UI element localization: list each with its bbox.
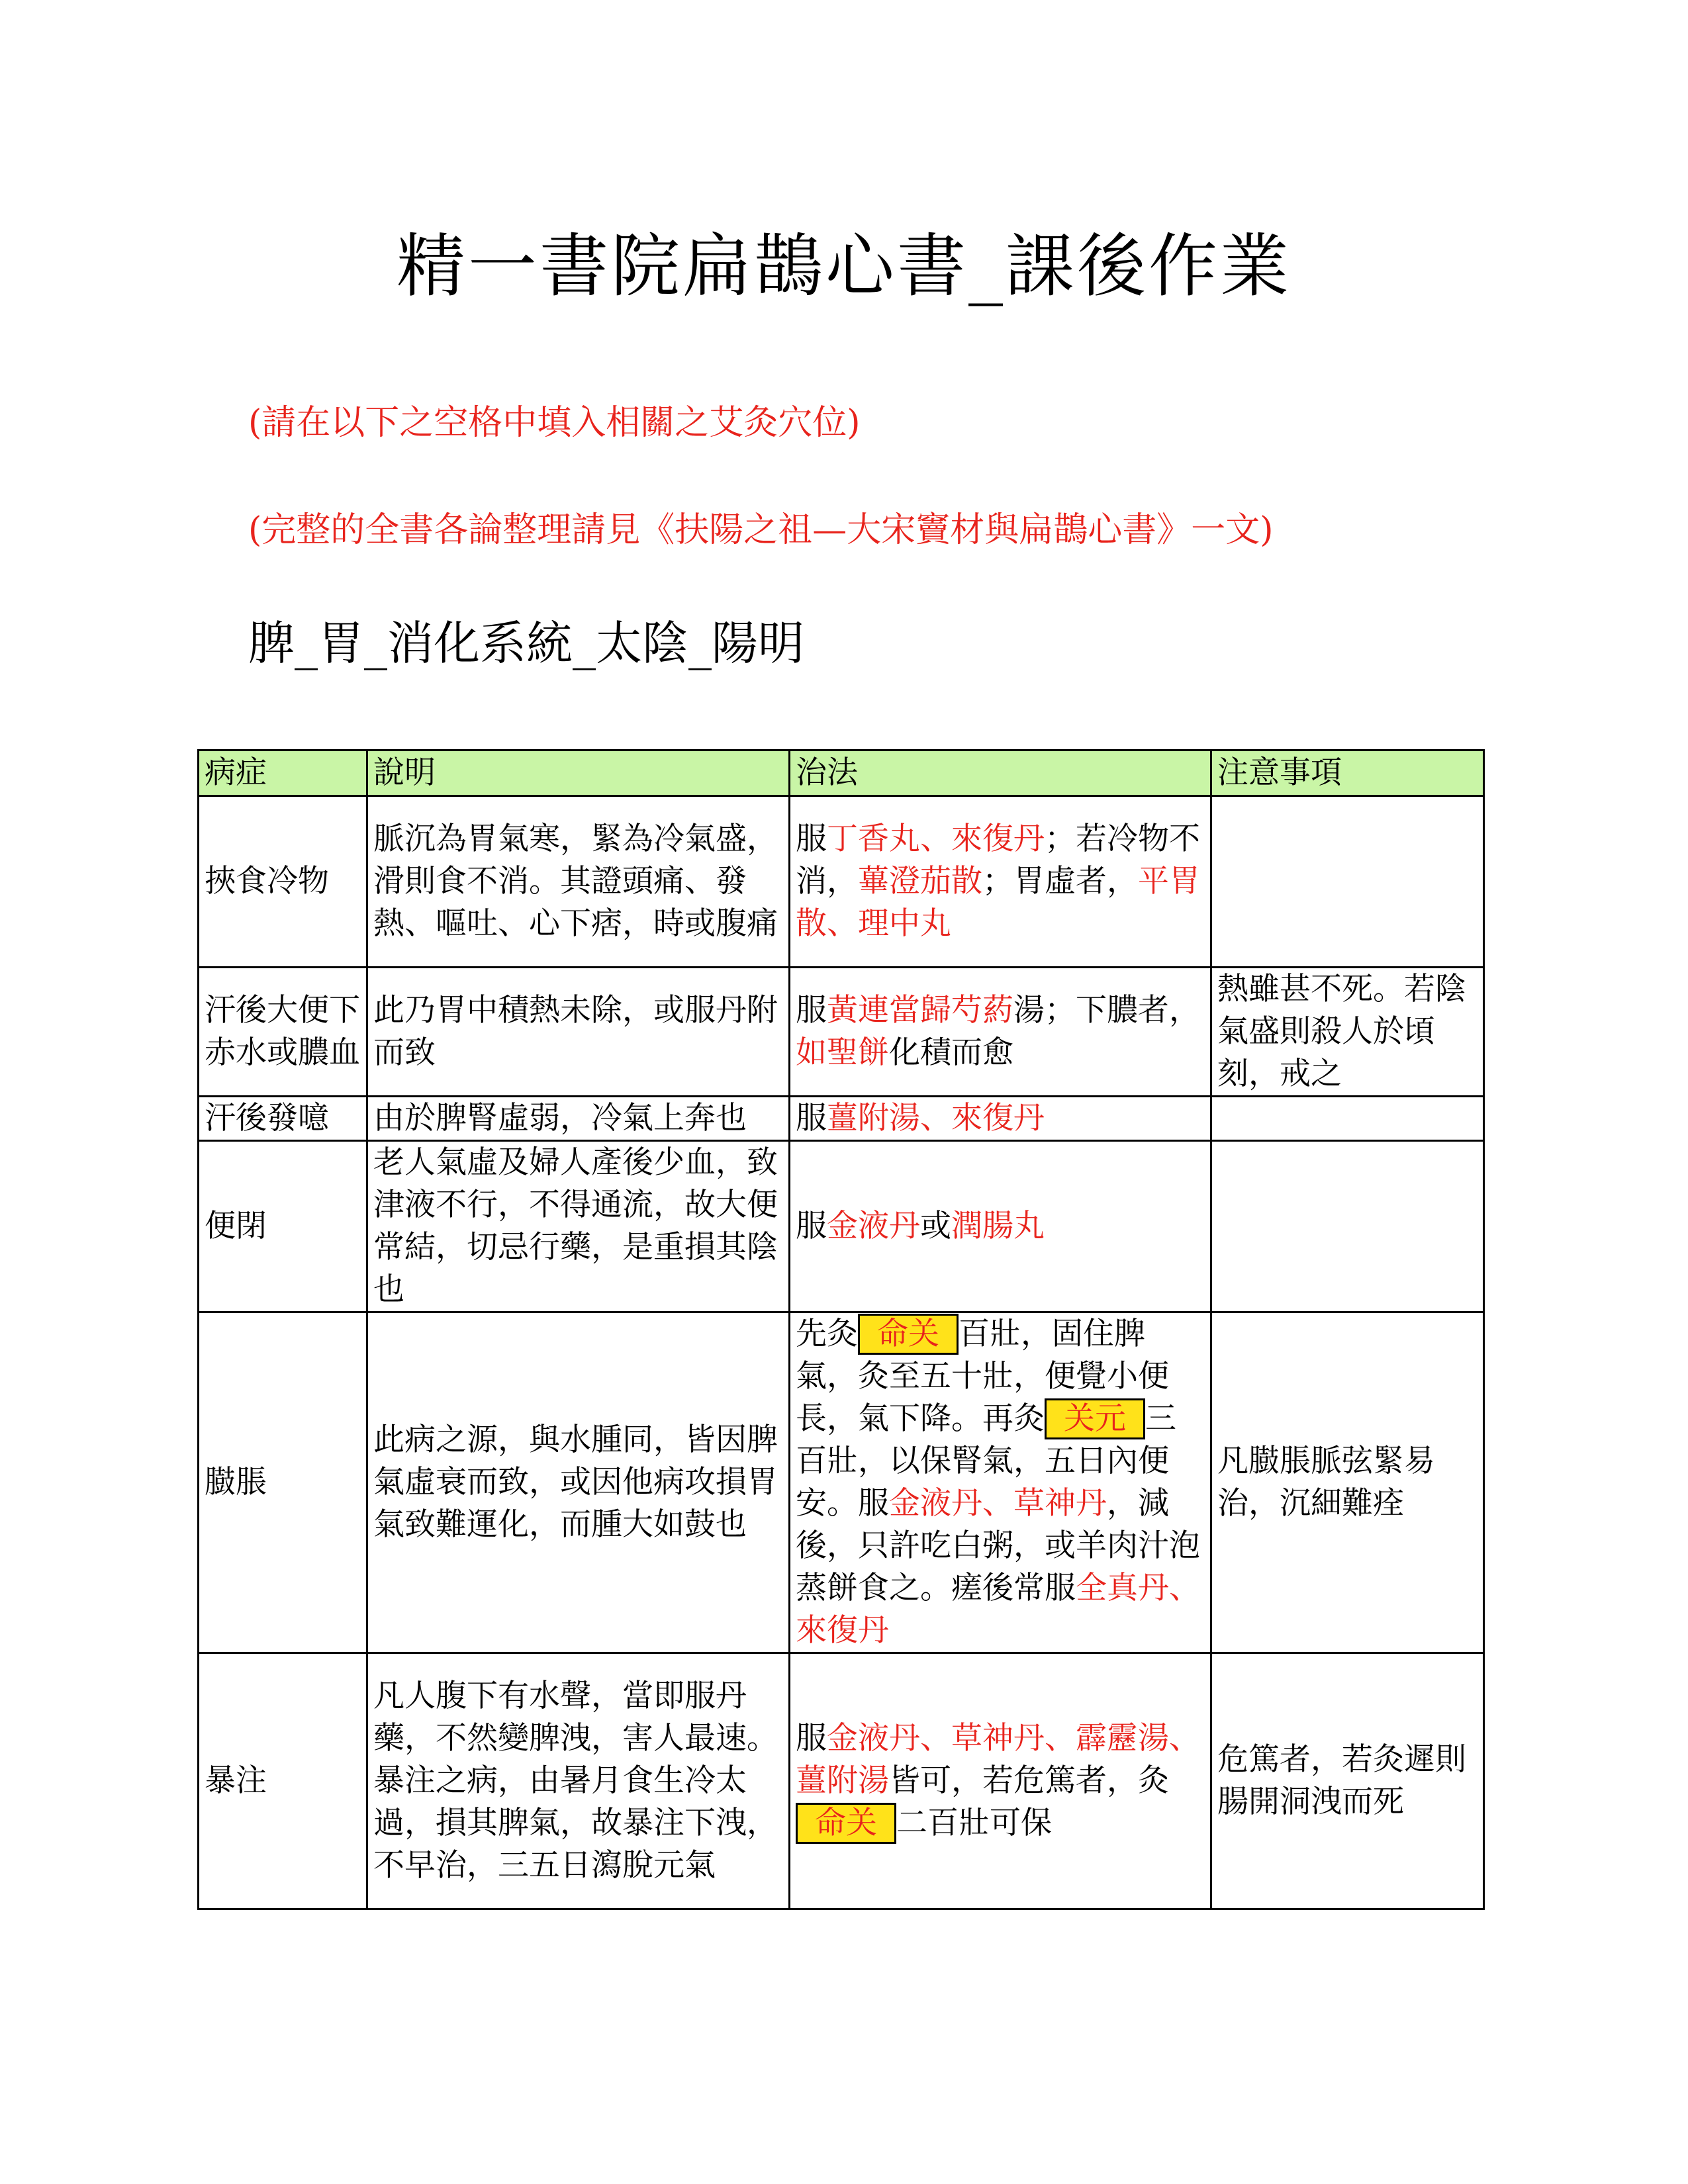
description-cell: 此病之源，與水腫同，皆因脾氣虛衰而致，或因他病攻損胃氣致難運化，而腫大如鼓也	[367, 1312, 790, 1653]
remedy-name: 草神丹	[951, 1720, 1045, 1756]
remedy-name: 黃連當歸芍葯	[827, 992, 1013, 1028]
treatment-text: 、	[1169, 1720, 1200, 1756]
treatment-text: 、	[920, 821, 951, 857]
remedy-name: 草神丹	[1013, 1485, 1107, 1522]
treatment-text: 百壯，固住脾氣，灸至五十壯，便覺小便長，氣下降。再灸	[796, 1316, 1169, 1437]
table-row	[199, 1097, 1484, 1141]
table-row	[199, 1653, 1484, 1909]
treatment-text: 、	[827, 905, 858, 942]
treatment-cell	[790, 1141, 1211, 1312]
remedy-name: 霹靂湯	[1076, 1720, 1169, 1756]
remedy-name: 金液丹	[889, 1485, 982, 1522]
description-cell: 老人氣虛及婦人產後少血，致津液不行，不得通流，故大便常結，切忌行藥，是重損其陰也	[367, 1141, 790, 1312]
treatment-text: 或	[920, 1208, 951, 1244]
treatment-text: 二百壯可保	[896, 1805, 1052, 1841]
treatment-text: 、	[982, 1485, 1013, 1522]
acupoint-blank[interactable]: 命关	[796, 1803, 896, 1844]
remedy-name: 潤腸丸	[951, 1208, 1045, 1244]
page-title: 精一書院扁鵲心書_課後作業	[396, 226, 1291, 306]
header-description: 說明	[367, 751, 790, 796]
table-header-row	[199, 751, 1484, 796]
notes-cell: 凡臌脹脈弦緊易治，沉細難痊	[1211, 1312, 1484, 1653]
description-cell: 凡人腹下有水聲，當即服丹藥，不然變脾洩，害人最速。暴注之病，由暑月食生冷太過，損其脾氣，故暴注下洩，不早治，三五日瀉脫元氣	[367, 1653, 790, 1909]
instruction-note: (請在以下之空格中填入相關之艾灸穴位)	[248, 403, 861, 443]
treatment-text: ；若冷物不消，	[796, 821, 1200, 899]
header-disease: 病症	[199, 751, 367, 796]
table-row	[199, 1312, 1484, 1653]
section-title: 脾_胃_消化系統_太陰_陽明	[248, 616, 804, 670]
treatment-text: 三百壯，以保腎氣，五日內便安。服	[796, 1400, 1176, 1522]
remedy-name: 如聖餅	[796, 1034, 889, 1071]
remedy-name: 金液丹	[827, 1720, 920, 1756]
treatment-text: 服	[796, 992, 827, 1028]
remedy-name: 蓽澄茄散	[858, 863, 982, 899]
treatment-text: 服	[796, 1208, 827, 1244]
notes-cell: 危篤者，若灸遲則腸開洞洩而死	[1211, 1653, 1484, 1909]
disease-cell: 汗後發噫	[199, 1097, 367, 1141]
notes-cell	[1211, 796, 1484, 968]
treatment-cell	[790, 968, 1211, 1097]
treatment-cell	[790, 1097, 1211, 1141]
remedy-name: 薑附湯	[827, 1100, 920, 1136]
remedy-name: 丁香丸	[827, 821, 920, 857]
table-row	[199, 1141, 1484, 1312]
treatment-text: 、	[920, 1720, 951, 1756]
treatment-text: 、	[920, 1100, 951, 1136]
notes-cell	[1211, 1141, 1484, 1312]
remedy-name: 來復丹	[951, 1100, 1045, 1136]
treatment-text: ，減後，只許吃白粥，或羊肉汁泡蒸餅食之。瘥後常服	[796, 1485, 1200, 1606]
treatment-text: 、	[1045, 1720, 1076, 1756]
treatment-text: ；胃虛者，	[982, 863, 1138, 899]
treatment-text: 湯；下膿者，	[1013, 992, 1200, 1028]
disease-cell: 汗後大便下赤水或膿血	[199, 968, 367, 1097]
remedy-name: 理中丸	[858, 905, 951, 942]
disease-cell: 暴注	[199, 1653, 367, 1909]
remedy-name: 金液丹	[827, 1208, 920, 1244]
treatment-text: 先灸	[796, 1316, 858, 1352]
remedy-name: 平胃散	[796, 863, 1200, 942]
disease-cell: 挾食冷物	[199, 796, 367, 968]
header-treatment: 治法	[790, 751, 1211, 796]
remedy-name: 薑附湯	[796, 1762, 889, 1799]
treatment-cell	[790, 796, 1211, 968]
table-row	[199, 968, 1484, 1097]
remedy-name: 來復丹	[796, 1612, 889, 1649]
reference-note: (完整的全書各論整理請見《扶陽之祖—大宋竇材與扁鵲心書》一文)	[248, 510, 1274, 550]
treatment-text: 服	[796, 1720, 827, 1756]
description-cell: 由於脾腎虛弱，冷氣上奔也	[367, 1097, 790, 1141]
treatment-cell	[790, 1312, 1211, 1653]
remedy-name: 全真丹	[1076, 1570, 1169, 1606]
acupoint-blank[interactable]: 命关	[858, 1314, 959, 1355]
notes-cell	[1211, 1097, 1484, 1141]
table-row	[199, 796, 1484, 968]
description-cell: 脈沉為胃氣寒，緊為冷氣盛，滑則食不消。其證頭痛、發熱、嘔吐、心下痞，時或腹痛	[367, 796, 790, 968]
header-notes: 注意事項	[1211, 751, 1484, 796]
treatment-text: 化積而愈	[889, 1034, 1013, 1071]
treatment-cell	[790, 1653, 1211, 1909]
disease-cell: 臌脹	[199, 1312, 367, 1653]
description-cell: 此乃胃中積熱未除，或服丹附而致	[367, 968, 790, 1097]
treatment-text: 服	[796, 1100, 827, 1136]
disease-cell: 便閉	[199, 1141, 367, 1312]
treatment-text: 服	[796, 821, 827, 857]
treatment-text: 皆可，若危篤者，灸	[889, 1762, 1169, 1799]
acupoint-blank[interactable]: 关元	[1045, 1398, 1145, 1439]
treatment-text: 、	[1169, 1570, 1200, 1606]
treatment-table	[197, 749, 1485, 1910]
remedy-name: 來復丹	[951, 821, 1045, 857]
notes-cell: 熱雖甚不死。若陰氣盛則殺人於頃刻，戒之	[1211, 968, 1484, 1097]
